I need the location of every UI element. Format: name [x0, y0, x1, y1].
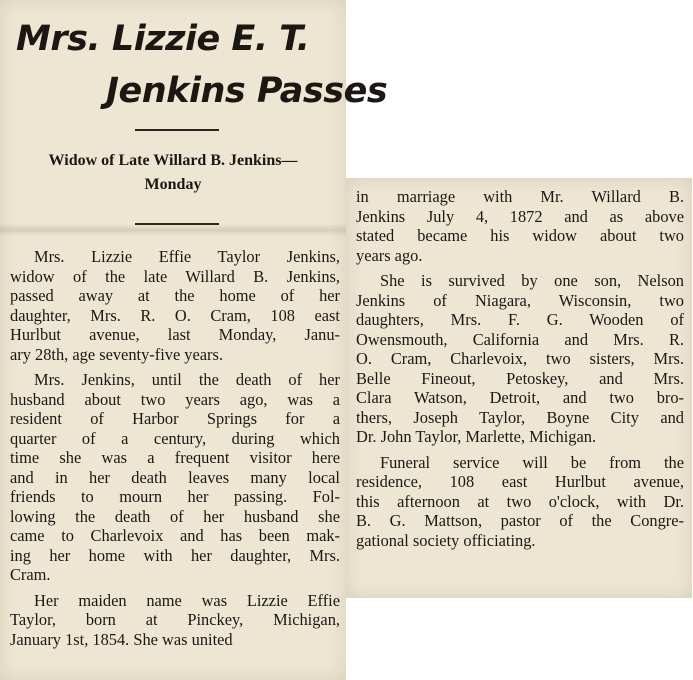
text-line: friends to mourn her passing. Fol- [10, 487, 340, 506]
text-line: Hurlbut avenue, last Monday, Janu- [10, 325, 340, 344]
text-line: came to Charlevoix and has been mak- [10, 526, 340, 545]
subheadline-divider [135, 223, 219, 225]
text-line: this afternoon at two o'clock, with Dr. [356, 491, 684, 511]
paragraph [10, 370, 340, 585]
subheadline-line-1: Widow of Late Willard B. Jenkins— [48, 152, 298, 169]
headline-divider [135, 129, 219, 131]
text-line: Mrs. Jenkins, until the death of her [34, 370, 340, 389]
text-line: O. Cram, Charlevoix, two sisters, Mrs. [356, 349, 684, 368]
text-line: in marriage with Mr. Willard B. [356, 187, 684, 206]
text-line: and in her death leaves many local [10, 467, 340, 487]
text-line: Taylor, born at Pinckey, Michigan, [10, 610, 340, 629]
text-line: thers, Joseph Taylor, Boyne City and [356, 407, 684, 427]
text-line: Belle Fineout, Petoskey, and Mrs. [356, 368, 684, 388]
text-line: Jenkins July 4, 1872 and as above [356, 206, 684, 226]
text-line: Cram. [10, 565, 51, 584]
text-line: years ago. [356, 245, 423, 265]
text-line: Dr. John Taylor, Marlette, Michigan. [356, 427, 597, 446]
paragraph [356, 453, 684, 551]
text-line: resident of Harbor Springs for a [10, 409, 340, 428]
text-line: daughter, Mrs. R. O. Cram, 108 east [10, 305, 340, 325]
headline-line-2: Jenkins Passes [106, 71, 388, 111]
text-line: Clara Watson, Detroit, and two bro- [356, 388, 684, 407]
text-line: Funeral service will be from the [380, 452, 684, 472]
text-line: Jenkins of Niagara, Wisconsin, two [356, 290, 684, 310]
text-line: Her maiden name was Lizzie Effie [34, 590, 340, 610]
paragraph [10, 591, 340, 650]
text-line: Mrs. Lizzie Effie Taylor Jenkins, [34, 247, 340, 266]
text-line: quarter of a century, during which [10, 428, 340, 448]
text-line: ary 28th, age seventy-five years. [10, 344, 223, 364]
text-line: ing her home with her daughter, Mrs. [10, 545, 340, 565]
paragraph [10, 247, 340, 364]
text-line: stated became his widow about two [356, 226, 684, 245]
headline-line-1: Mrs. Lizzie E. T. [16, 19, 310, 59]
text-line: lowing the death of her husband she [10, 506, 340, 526]
paragraph [356, 271, 684, 447]
text-line: She is survived by one son, Nelson [380, 271, 684, 290]
text-line: daughters, Mrs. F. G. Wooden of [356, 310, 684, 329]
article-column-right [356, 187, 684, 556]
paper-fold-line [0, 224, 346, 236]
text-line: gational society officiating. [356, 530, 536, 550]
text-line: widow of the late Willard B. Jenkins, [10, 266, 340, 286]
article-column-left [10, 247, 340, 655]
text-line: time she was a frequent visitor here [10, 448, 340, 467]
text-line: passed away at the home of her [10, 286, 340, 305]
text-line: Owensmouth, California and Mrs. R. [356, 329, 684, 349]
text-line: January 1st, 1854. She was united [10, 629, 233, 649]
clipping-right-section [346, 178, 692, 598]
text-line: husband about two years ago, was a [10, 389, 340, 409]
text-line: residence, 108 east Hurlbut avenue, [356, 472, 684, 491]
text-line: B. G. Mattson, pastor of the Congre- [356, 511, 684, 530]
subheadline-line-2: Monday [144, 176, 202, 193]
paragraph [356, 187, 684, 265]
